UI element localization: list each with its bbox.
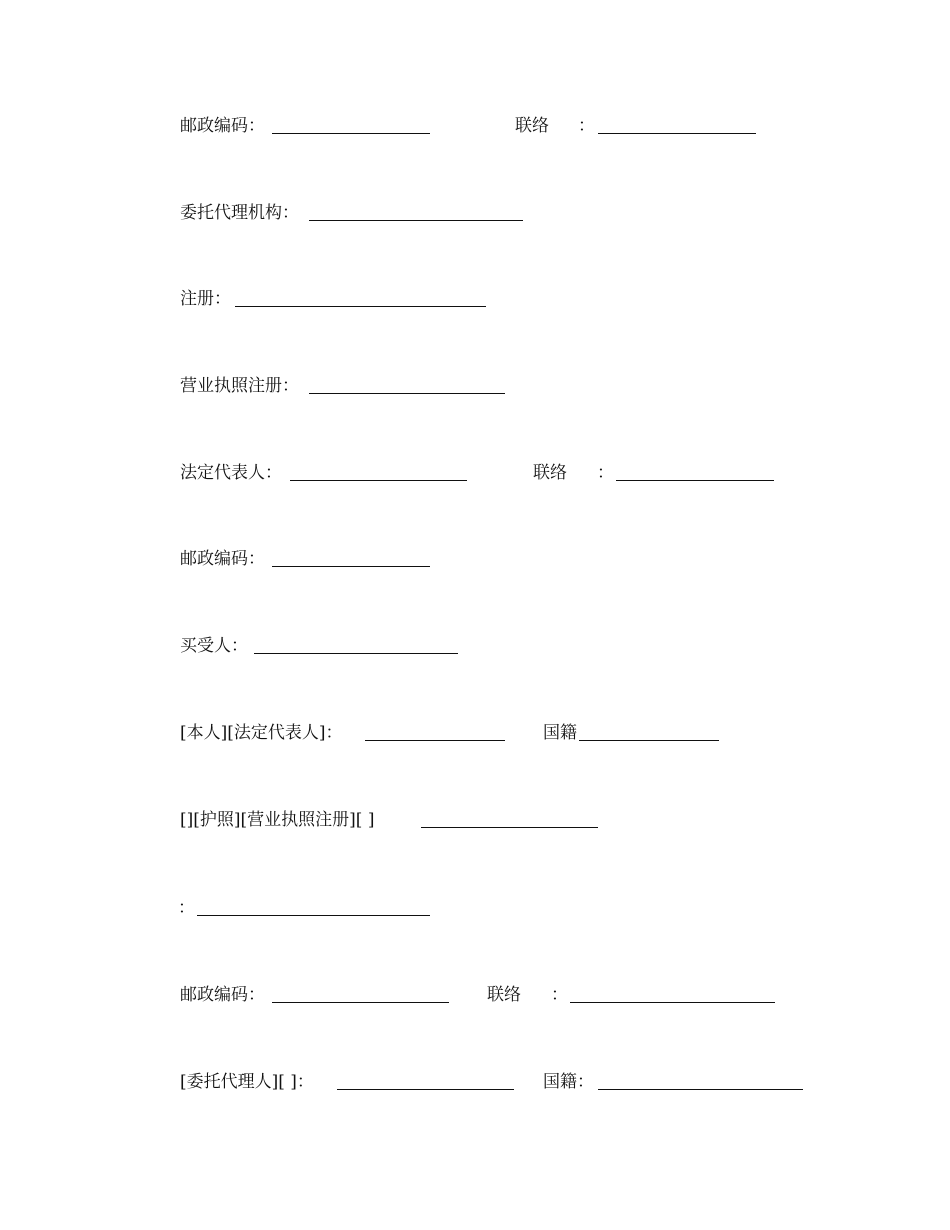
postcode-label: 邮政编码： xyxy=(180,549,265,569)
postcode-label: 邮政编码： xyxy=(180,116,265,136)
address-field[interactable] xyxy=(197,915,430,916)
contact-label: 联络 xyxy=(515,116,549,136)
contact-field[interactable] xyxy=(570,1002,775,1003)
agent-nationality-row xyxy=(0,1068,950,1098)
legal-rep-field[interactable] xyxy=(290,480,467,481)
contact-colon: ： xyxy=(597,463,614,483)
register-row xyxy=(0,285,950,315)
buyer-label: 买受人： xyxy=(180,636,248,656)
person-nationality-row xyxy=(0,719,950,749)
colon-label: ： xyxy=(178,898,195,918)
postcode-contact-row-3 xyxy=(0,981,950,1011)
contact-field[interactable] xyxy=(598,133,756,134)
id-document-row xyxy=(0,806,950,836)
address-row xyxy=(0,894,950,924)
postcode-row-2 xyxy=(0,545,950,575)
contact-label: 联络 xyxy=(487,985,521,1005)
license-label: 营业执照注册： xyxy=(180,376,299,396)
license-row xyxy=(0,372,950,402)
license-field[interactable] xyxy=(309,393,505,394)
legal-rep-row xyxy=(0,459,950,489)
postcode-label: 邮政编码： xyxy=(180,985,265,1005)
register-field[interactable] xyxy=(235,306,486,307)
postcode-contact-row-1 xyxy=(0,112,950,142)
buyer-field[interactable] xyxy=(254,653,458,654)
contact-colon: ： xyxy=(551,985,568,1005)
contact-label: 联络 xyxy=(533,463,567,483)
person-field[interactable] xyxy=(365,740,505,741)
agency-row xyxy=(0,199,950,229)
postcode-field[interactable] xyxy=(272,566,430,567)
postcode-field[interactable] xyxy=(272,1002,449,1003)
nationality-field[interactable] xyxy=(579,740,719,741)
nationality-label: 国籍 xyxy=(543,723,577,743)
agency-field[interactable] xyxy=(309,220,523,221)
contact-field[interactable] xyxy=(616,480,774,481)
person-label: [本人][法定代表人]： xyxy=(180,723,343,743)
nationality-field[interactable] xyxy=(598,1089,803,1090)
legal-rep-label: 法定代表人： xyxy=(180,463,282,483)
agent-field[interactable] xyxy=(337,1089,514,1090)
contact-colon: ： xyxy=(578,116,595,136)
buyer-row xyxy=(0,632,950,662)
agency-label: 委托代理机构： xyxy=(180,203,299,223)
postcode-field[interactable] xyxy=(272,133,430,134)
nationality-label: 国籍： xyxy=(543,1072,594,1092)
id-document-field[interactable] xyxy=(421,827,598,828)
agent-label: [委托代理人][ ]： xyxy=(180,1072,314,1092)
register-label: 注册： xyxy=(180,289,231,309)
id-document-label: [][护照][营业执照注册][ ] xyxy=(180,810,375,830)
